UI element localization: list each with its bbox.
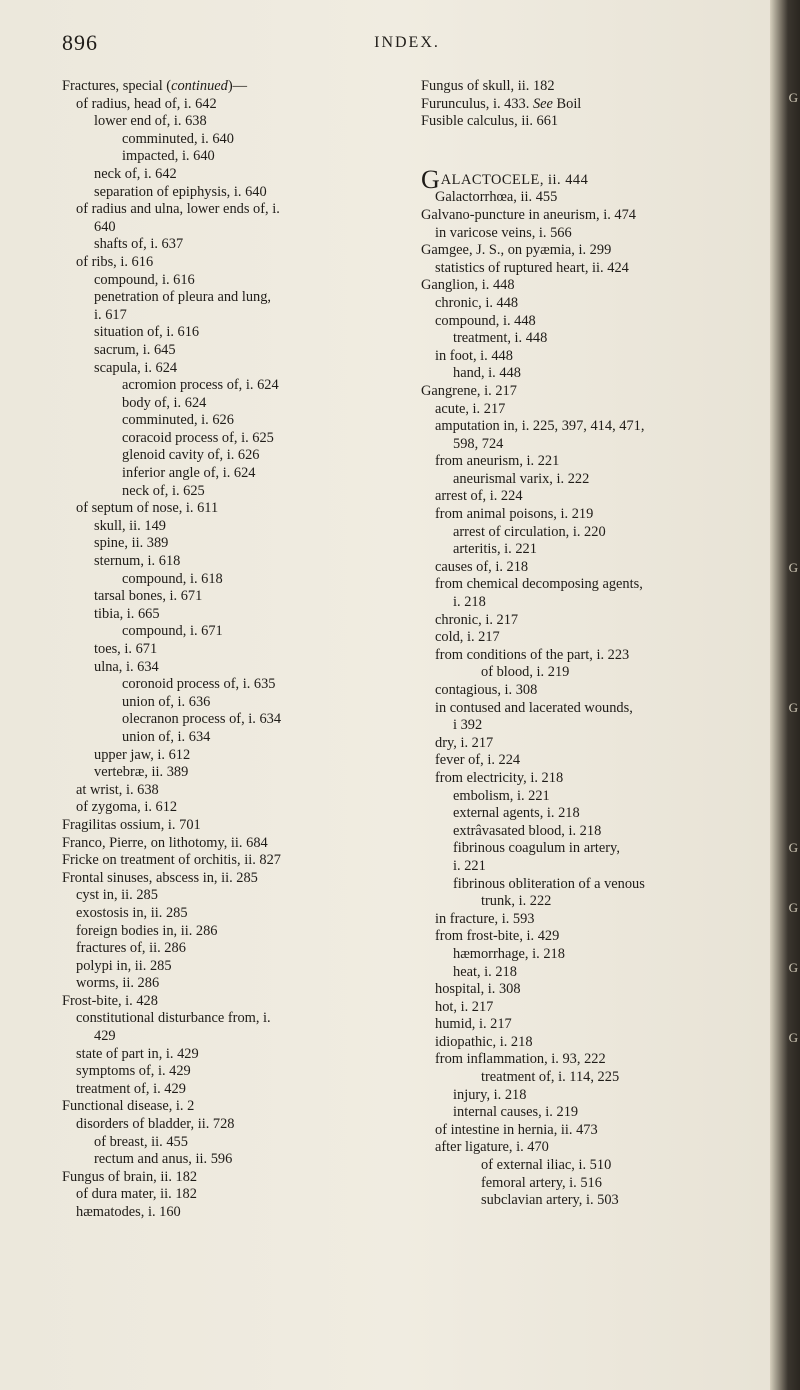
index-entry: union of, i. 634 [122,728,211,745]
index-entry: Furunculus, i. 433. See Boil [421,95,582,112]
index-entry: from animal poisons, i. 219 [435,506,594,523]
section-g-first-entry [421,164,767,194]
index-entry: cyst in, ii. 285 [76,887,158,904]
index-entry: cold, i. 217 [435,629,500,646]
index-entry: of septum of nose, i. 611 [76,500,219,517]
index-entry: upper jaw, i. 612 [94,746,191,763]
index-entry: toes, i. 671 [94,641,158,657]
index-entry: of external iliac, i. 510 [481,1157,612,1174]
index-entry: Fragilitas ossium, i. 701 [62,816,201,833]
index-entry: aneurismal varix, i. 222 [453,470,590,487]
left-index-column [62,78,402,1222]
index-entry: from aneurism, i. 221 [435,453,560,470]
index-entry: of ribs, i. 616 [76,253,154,270]
edge-letter-fragment: G [788,1030,798,1045]
index-entry: from frost-bite, i. 429 [435,928,560,945]
index-entry: 598, 724 [453,435,504,452]
running-title: INDEX. [374,34,440,51]
edge-letter-fragment: G [788,960,798,975]
index-entry: foreign bodies in, ii. 286 [76,922,218,939]
index-entry: union of, i. 636 [122,693,211,710]
index-entry: hot, i. 217 [435,998,494,1015]
index-entry: compound, i. 671 [122,623,223,640]
index-entry: situation of, i. 616 [94,324,200,341]
index-entry: from inflammation, i. 93, 222 [435,1051,606,1068]
index-entry: femoral artery, i. 516 [481,1174,602,1191]
book-gutter-edge [770,0,800,1390]
index-entry: shafts of, i. 637 [94,236,184,253]
edge-letter-fragment: G [788,900,798,915]
index-entry: injury, i. 218 [453,1086,527,1103]
index-entry: at wrist, i. 638 [76,781,159,798]
index-entry: Franco, Pierre, on lithotomy, ii. 684 [62,834,268,851]
index-entry: acromion process of, i. 624 [122,377,279,394]
index-entry: dry, i. 217 [435,734,494,751]
index-entry: in varicose veins, i. 566 [435,224,572,241]
index-entry: contagious, i. 308 [435,682,538,698]
index-entry: Fungus of skull, ii. 182 [421,78,555,94]
index-entry: scapula, i. 624 [94,359,178,376]
index-entry: rectum and anus, ii. 596 [94,1151,233,1168]
index-entry: trunk, i. 222 [481,893,552,910]
index-entry: from conditions of the part, i. 223 [435,646,630,663]
index-entry: amputation in, i. 225, 397, 414, 471, [435,418,645,435]
page-number: 896 [62,30,98,55]
index-entry: compound, i. 618 [122,570,223,587]
index-entry: impacted, i. 640 [122,148,215,165]
index-entry: Gangrene, i. 217 [421,382,517,399]
index-entry: chronic, i. 217 [435,611,519,628]
edge-letter-fragment: G [788,700,798,715]
index-entry: fever of, i. 224 [435,752,521,769]
index-entry: state of part in, i. 429 [76,1045,199,1062]
index-entry: Fricke on treatment of orchitis, ii. 827 [62,852,282,869]
index-entry: glenoid cavity of, i. 626 [122,447,260,464]
index-entry: treatment of, i. 114, 225 [481,1069,620,1086]
index-entry: 429 [94,1028,116,1045]
index-entry: in contused and lacerated wounds, [435,699,633,716]
index-entry: i 392 [453,717,483,734]
index-entry: coracoid process of, i. 625 [122,429,274,446]
edge-letter-fragment: G [788,560,798,575]
index-entry: Ganglion, i. 448 [421,277,515,294]
index-entry: i. 617 [94,306,127,323]
index-entry: sacrum, i. 645 [94,341,176,358]
index-entry: of intestine in hernia, ii. 473 [435,1121,598,1138]
index-entry: comminuted, i. 626 [122,412,234,429]
dropcap-letter: G [421,164,440,194]
edge-letter-fragment: G [788,840,798,855]
index-entry: disorders of bladder, ii. 728 [76,1116,235,1133]
index-entry: of radius and ulna, lower ends of, i. [76,201,280,218]
g-entries [421,189,767,1209]
index-entry: Fusible calculus, ii. 661 [421,113,559,130]
index-entry: vertebræ, ii. 389 [94,764,189,781]
index-entry: Functional disease, i. 2 [62,1098,195,1115]
index-entry: fibrinous obliteration of a venous [453,875,645,892]
index-entry: extrâvasated blood, i. 218 [453,822,602,839]
right-index-column [421,78,767,1210]
section-gap [421,131,767,171]
index-entry: causes of, i. 218 [435,558,529,575]
index-entry: coronoid process of, i. 635 [122,676,276,693]
index-entry: idiopathic, i. 218 [435,1033,533,1050]
index-entry: body of, i. 624 [122,394,207,411]
index-entry: of zygoma, i. 612 [76,799,178,816]
index-entry: arrest of, i. 224 [435,488,523,505]
fungus-entries [421,78,767,131]
index-entry: Galactorrhœa, ii. 455 [435,189,558,206]
index-entry: subclavian artery, i. 503 [481,1192,619,1209]
index-entry: compound, i. 448 [435,312,536,329]
index-entry: hand, i. 448 [453,365,521,382]
index-entry: fractures of, ii. 286 [76,940,186,957]
index-entry: hæmorrhage, i. 218 [453,945,565,962]
index-entry: comminuted, i. 640 [122,130,234,147]
index-entry: ulna, i. 634 [94,658,159,675]
index-entry: after ligature, i. 470 [435,1139,549,1156]
index-entry: treatment, i. 448 [453,330,548,347]
index-entry: from electricity, i. 218 [435,769,564,786]
index-entry: tibia, i. 665 [94,605,160,622]
index-entry: from chemical decomposing agents, [435,576,643,593]
index-entry: treatment of, i. 429 [76,1080,186,1097]
index-entry: arrest of circulation, i. 220 [453,523,606,540]
index-entry: in fracture, i. 593 [435,910,535,927]
index-entry: i. 221 [453,857,486,874]
index-entry: 640 [94,218,116,235]
index-entry: Fungus of brain, ii. 182 [62,1168,198,1185]
index-entry: Frost-bite, i. 428 [62,992,158,1009]
index-entry: polypi in, ii. 285 [76,957,172,974]
index-entry: i. 218 [453,594,486,611]
index-entry: of radius, head of, i. 642 [76,95,217,112]
index-entry: neck of, i. 642 [94,165,177,182]
index-entry: constitutional disturbance from, i. [76,1010,271,1027]
index-entry: embolism, i. 221 [453,787,550,804]
index-entry: external agents, i. 218 [453,805,580,822]
index-entry: neck of, i. 625 [122,482,205,499]
index-entry: penetration of pleura and lung, [94,289,272,306]
index-entry: exostosis in, ii. 285 [76,904,188,921]
index-entry: Fractures, special (continued)— [62,78,248,94]
index-entry: olecranon process of, i. 634 [122,711,282,728]
index-entry: in foot, i. 448 [435,347,513,364]
index-entry: arteritis, i. 221 [453,541,537,558]
index-entry: tarsal bones, i. 671 [94,588,203,605]
index-entry: worms, ii. 286 [76,975,160,992]
index-entry: humid, i. 217 [435,1016,512,1033]
index-entry: fibrinous coagulum in artery, [453,840,620,857]
index-entry: sternum, i. 618 [94,553,181,570]
index-entry: Frontal sinuses, abscess in, ii. 285 [62,869,258,886]
index-entry: spine, ii. 389 [94,535,169,552]
index-entry: statistics of ruptured heart, ii. 424 [435,259,629,276]
index-entry: of breast, ii. 455 [94,1133,188,1150]
index-entry: separation of epiphysis, i. 640 [94,183,267,200]
index-entry: compound, i. 616 [94,271,195,288]
page-header [62,30,752,60]
index-entry: symptoms of, i. 429 [76,1063,191,1080]
edge-letter-fragment: G [788,90,798,105]
index-entry: Galvano-puncture in aneurism, i. 474 [421,206,637,223]
index-entry: inferior angle of, i. 624 [122,465,256,482]
index-entry: hæmatodes, i. 160 [76,1204,181,1220]
index-entry: of blood, i. 219 [481,664,570,681]
index-entry: Gamgee, J. S., on pyæmia, i. 299 [421,242,612,259]
index-entry: internal causes, i. 219 [453,1104,579,1121]
index-entry: hospital, i. 308 [435,981,521,998]
galactocele-entry: ALACTOCELE, ii. 444 [440,171,589,188]
index-entry: acute, i. 217 [435,400,506,417]
index-entry: of dura mater, ii. 182 [76,1186,197,1203]
index-entry: skull, ii. 149 [94,517,166,534]
index-entry: chronic, i. 448 [435,294,519,311]
index-entry: lower end of, i. 638 [94,113,207,130]
index-entry: heat, i. 218 [453,963,517,980]
